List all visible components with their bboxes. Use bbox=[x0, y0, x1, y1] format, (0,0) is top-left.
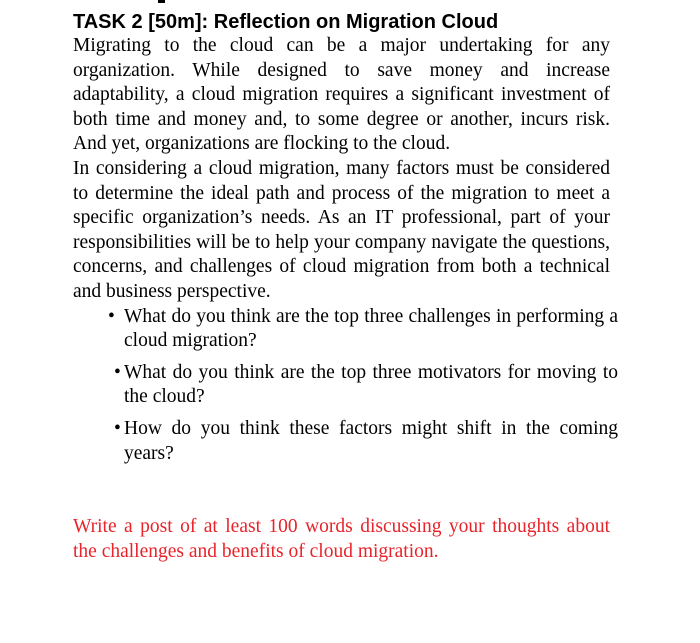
context-paragraph: In considering a cloud migration, many factors must be considered to determine the ideal path and process of the migration to meet a specific organization’s needs. As an IT professional, part of your responsibilities will be to help your company navigate the questions, concerns, and challenges of cloud migration from both a technical and business perspective. bbox=[73, 157, 610, 302]
question-list bbox=[73, 305, 618, 467]
section-gap bbox=[73, 473, 610, 515]
question-item bbox=[114, 417, 618, 466]
question-item bbox=[114, 361, 618, 410]
question-item bbox=[108, 305, 618, 354]
question-text: What do you think are the top three challenges in performing a cloud migration? bbox=[124, 305, 618, 352]
bullet-icon: • bbox=[108, 305, 115, 327]
intro-paragraph: Migrating to the cloud can be a major undertaking for any organization. While designed to save money and increase adaptability, a cloud migration requires a significant investment of both time and money and, to some degree or another, incurs risk. And yet, organizations are flocking to the cloud. bbox=[73, 35, 610, 155]
top-crop-mark bbox=[158, 0, 165, 3]
assignment-prompt: Write a post of at least 100 words discussing your thoughts about the challenges and benefits of cloud migration. bbox=[73, 516, 610, 562]
document-page bbox=[73, 6, 618, 564]
bullet-icon: • bbox=[114, 361, 121, 383]
bullet-icon: • bbox=[114, 417, 121, 439]
question-text: What do you think are the top three motivators for moving to the cloud? bbox=[124, 361, 618, 408]
task-title: TASK 2 [50m]: Reflection on Migration Cloud bbox=[73, 11, 499, 33]
question-text: How do you think these factors might shift in the coming years? bbox=[124, 417, 618, 464]
